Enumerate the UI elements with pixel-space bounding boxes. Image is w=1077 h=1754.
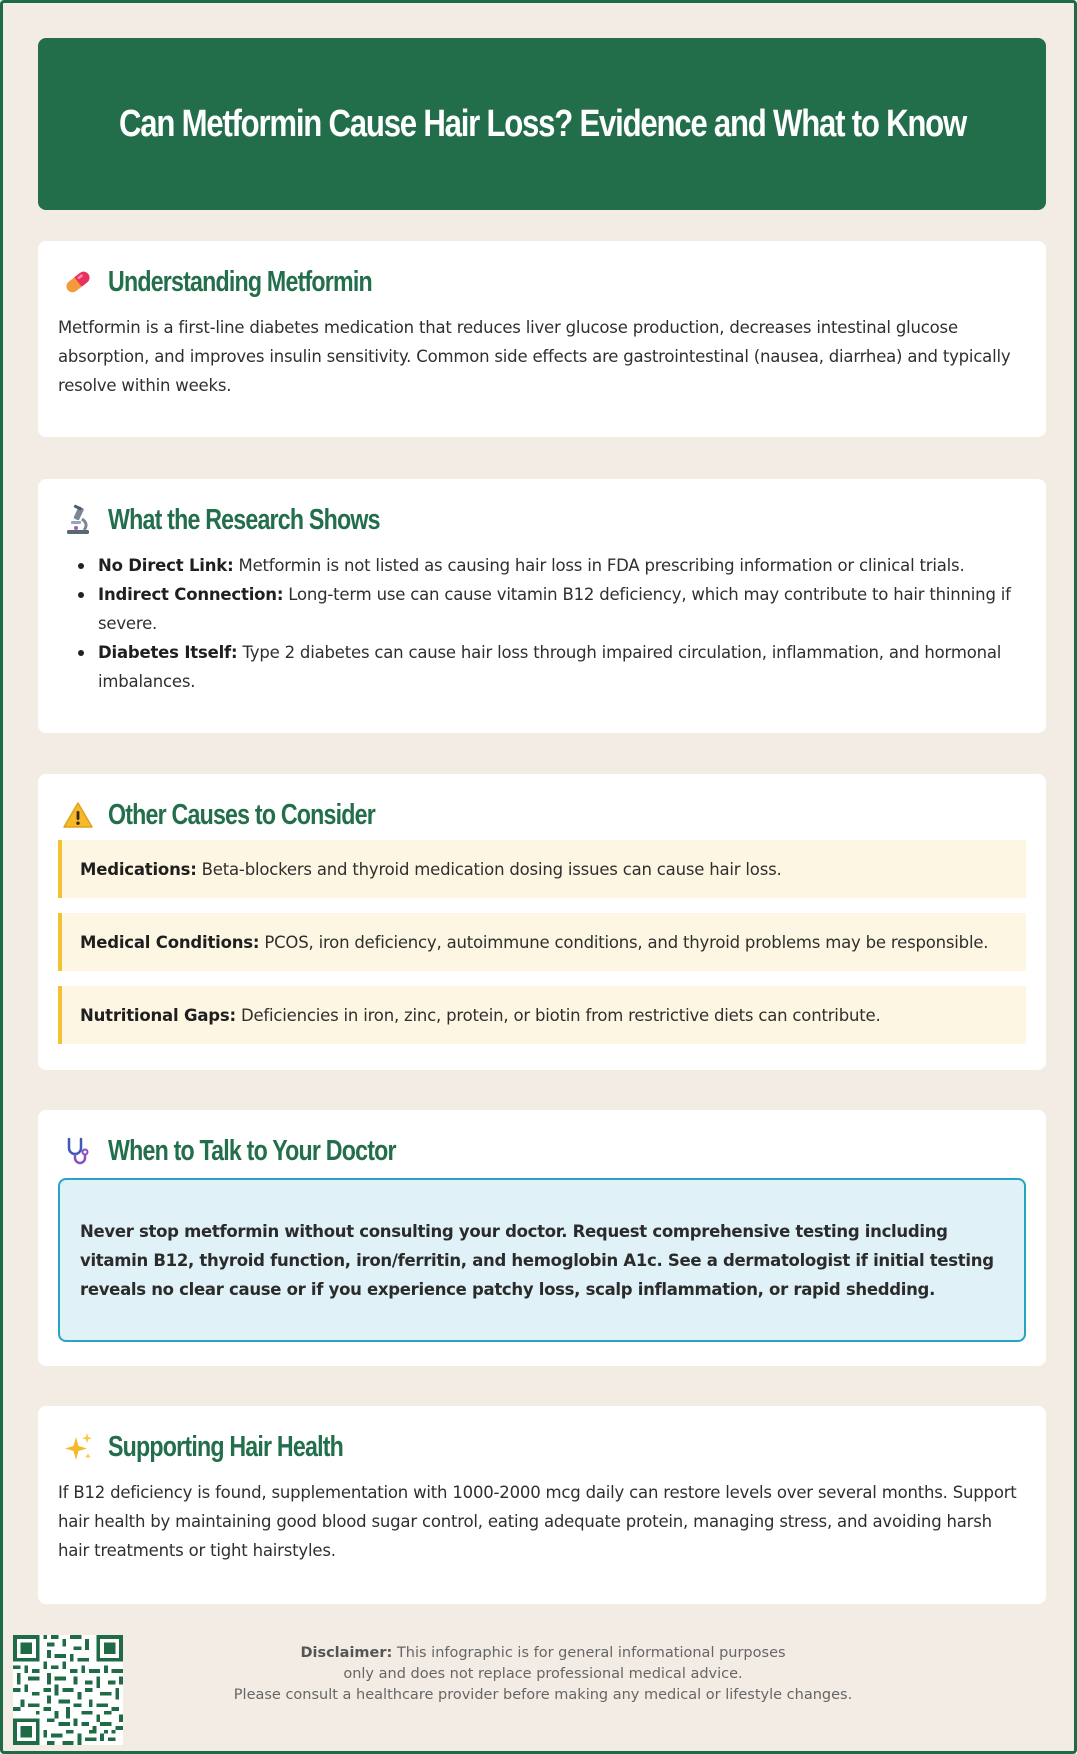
- microscope-icon: [62, 504, 94, 536]
- section-heading: Supporting Hair Health: [108, 1430, 344, 1463]
- section-heading: What the Research Shows: [108, 503, 380, 536]
- section-heading: Understanding Metformin: [108, 265, 372, 298]
- section-body: Metformin is a first-line diabetes medication that reduces liver glucose production, decreases intestinal glucose absorption, and improves insulin sensitivity. Common side effects are gastrointestinal (nausea, diarrhea) and typically resolve within weeks.: [58, 318, 1011, 395]
- research-list: [58, 551, 1026, 696]
- doctor-callout-text: Never stop metformin without consulting your doctor. Request comprehensive testing including vitamin B12, thyroid function, iron/ferritin, and hemoglobin A1c. See a dermatologist if initial testing reveals no clear cause or if you experience patchy loss, scalp inflammation, or rapid shedding.: [80, 1221, 994, 1299]
- section-heading: When to Talk to Your Doctor: [108, 1134, 396, 1167]
- card-understanding: [38, 241, 1046, 437]
- card-other-causes: [38, 774, 1046, 1070]
- card-research: [38, 479, 1046, 733]
- stethoscope-icon: [62, 1135, 94, 1167]
- sparkles-icon: [62, 1431, 94, 1463]
- header-banner: [38, 38, 1046, 210]
- card-header: [58, 501, 1026, 539]
- card-header: [58, 796, 1026, 834]
- list-item: No Direct Link: Metformin is not listed as causing hair loss in FDA prescribing information or clinical trials.: [78, 551, 1026, 580]
- card-doctor: [38, 1110, 1046, 1366]
- pill-icon: [62, 266, 94, 298]
- disclaimer: [133, 1643, 953, 1706]
- list-item: Diabetes Itself: Type 2 diabetes can cause hair loss through impaired circulation, inflammation, and hormonal imbalances.: [78, 638, 1026, 696]
- card-header: [58, 1428, 1026, 1466]
- list-item: Indirect Connection: Long-term use can cause vitamin B12 deficiency, which may contribute to hair thinning if severe.: [78, 580, 1026, 638]
- disclaimer-line: Please consult a healthcare provider before making any medical or lifestyle changes.: [233, 1687, 853, 1703]
- disclaimer-line: only and does not replace professional medical advice.: [343, 1666, 743, 1682]
- section-body: If B12 deficiency is found, supplementation with 1000-2000 mcg daily can restore levels over several months. Support hair health by maintaining good blood sugar control, eating adequate protein, managing stress, and avoiding harsh hair treatments or tight hairstyles.: [58, 1483, 1017, 1560]
- card-supporting: [38, 1406, 1046, 1604]
- cause-callout-conditions: Medical Conditions: PCOS, iron deficiency, autoimmune conditions, and thyroid problems may be responsible.: [58, 913, 1026, 971]
- disclaimer-line: Disclaimer: This infographic is for general informational purposes: [300, 1645, 786, 1661]
- doctor-callout: [58, 1178, 1026, 1342]
- warning-icon: [62, 799, 94, 831]
- section-heading: Other Causes to Consider: [108, 798, 375, 831]
- cause-callout-nutrition: Nutritional Gaps: Deficiencies in iron, zinc, protein, or biotin from restrictive diets can contribute.: [58, 986, 1026, 1044]
- page-title: Can Metformin Cause Hair Loss? Evidence and What to Know: [118, 102, 966, 145]
- card-header: [58, 1132, 1026, 1170]
- qr-code: [13, 1635, 123, 1745]
- card-header: [58, 263, 1026, 301]
- cause-callout-medications: Medications: Beta-blockers and thyroid medication dosing issues can cause hair loss.: [58, 840, 1026, 898]
